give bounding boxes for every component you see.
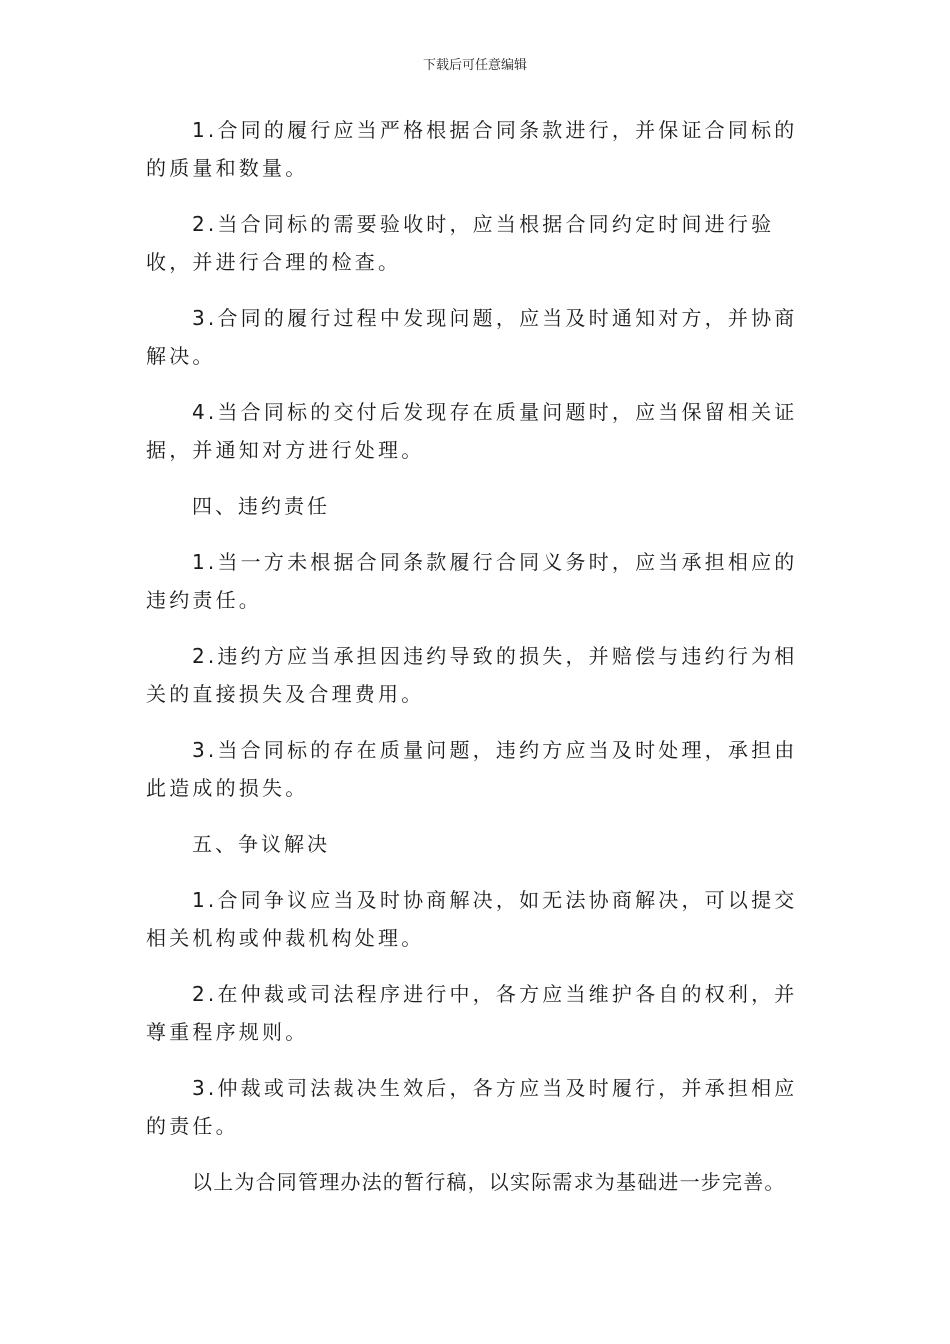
section-heading-dispute: 五、争议解决 [192, 832, 330, 856]
clause-dispute-3: 3.仲裁或司法裁决生效后，各方应当及时履行，并承担相应的责任。 [146, 1076, 798, 1138]
closing-statement: 以上为合同管理办法的暂行稿，以实际需求为基础进一步完善。 [192, 1170, 786, 1194]
clause-performance-3: 3.合同的履行过程中发现问题，应当及时通知对方，并协商解决。 [146, 306, 798, 368]
clause-dispute-2: 2.在仲裁或司法程序进行中，各方应当维护各自的权利，并尊重程序规则。 [146, 982, 798, 1044]
clause-performance-1: 1.合同的履行应当严格根据合同条款进行，并保证合同标的的质量和数量。 [146, 118, 798, 180]
page-header: 下载后可任意编辑 [422, 58, 527, 73]
clause-performance-4: 4.当合同标的交付后发现存在质量问题时，应当保留相关证据，并通知对方进行处理。 [146, 400, 798, 462]
clause-breach-2: 2.违约方应当承担因违约导致的损失，并赔偿与违约行为相关的直接损失及合理费用。 [146, 644, 798, 706]
clause-breach-1: 1.当一方未根据合同条款履行合同义务时，应当承担相应的违约责任。 [146, 550, 798, 612]
document-body [146, 111, 806, 1219]
clause-dispute-1: 1.合同争议应当及时协商解决，如无法协商解决，可以提交相关机构或仲裁机构处理。 [146, 888, 798, 950]
clause-performance-2: 2.当合同标的需要验收时，应当根据合同约定时间进行验收，并进行合理的检查。 [146, 212, 775, 274]
section-heading-breach: 四、违约责任 [192, 494, 330, 518]
clause-breach-3: 3.当合同标的存在质量问题，违约方应当及时处理，承担由此造成的损失。 [146, 738, 798, 800]
